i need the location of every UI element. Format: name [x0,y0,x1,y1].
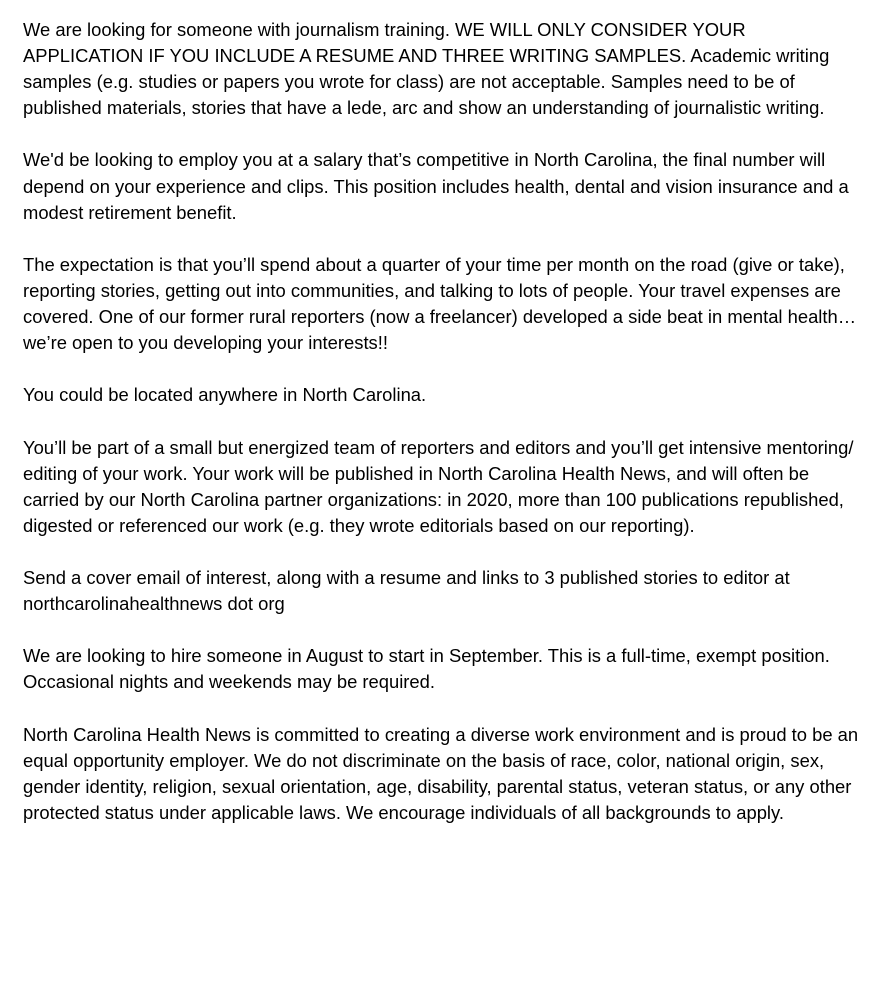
paragraph-location: You could be located anywhere in North Carolina. [23,384,427,406]
paragraph-how-to-apply: Send a cover email of interest, along with a resume and links to 3 published stories to editor at northcarolinahealthnews dot org [23,566,790,615]
paragraph-requirements: We are looking for someone with journalism training. WE WILL ONLY CONSIDER YOUR APPLICATION IF YOU INCLUDE A RESUME AND THREE WRITING SAMPLES. Academic writing samples (e.g. studies or papers you wrote for class) are not acceptable. Samples need to be of published materials, stories that have a lede, arc and show an understanding of journalistic writing. [23,19,830,119]
paragraph-salary-benefits: We'd be looking to employ you at a salary that’s competitive in North Carolina, the final number will depend on your experience and clips. This position includes health, dental and vision insurance and a modest retirement benefit. [23,149,849,223]
job-description-document [23,17,868,826]
paragraph-team-publication: You’ll be part of a small but energized team of reporters and editors and you’ll get intensive mentoring/ editing of your work. Your work will be published in North Carolina Health News, and will often be carried by our North Carolina partner organizations: in 2020, more than 100 publications republished, digested or referenced our work (e.g. they wrote editorials based on our reporting). [23,436,854,536]
paragraph-schedule: We are looking to hire someone in August to start in September. This is a full-time, exempt position. Occasional nights and weekends may be required. [23,645,830,693]
paragraph-equal-opportunity: North Carolina Health News is committed to creating a diverse work environment and is proud to be an equal opportunity employer. We do not discriminate on the basis of race, color, national origin, sex, gender identity, religion, sexual orientation, age, disability, parental status, veteran status, or any other protected status under applicable laws. We encourage individuals of all backgrounds to apply. [23,723,859,823]
paragraph-travel-expectations: The expectation is that you’ll spend about a quarter of your time per month on the road (give or take), reporting stories, getting out into communities, and talking to lots of people. Your travel expenses are covered. One of our former rural reporters (now a freelancer) developed a side beat in mental health… we’re open to you developing your interests!! [23,253,857,354]
